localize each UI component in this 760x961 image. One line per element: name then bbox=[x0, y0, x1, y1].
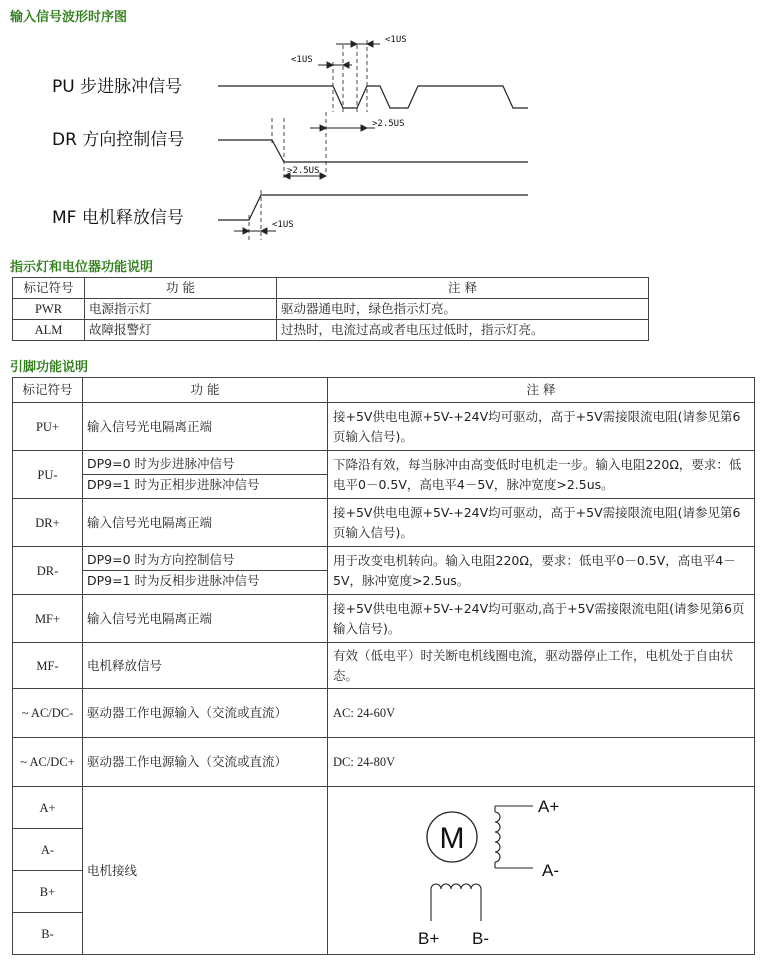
header-function: 功 能 bbox=[83, 378, 328, 403]
table-row bbox=[13, 595, 755, 643]
terminal-b-minus: B- bbox=[472, 928, 489, 948]
cell-symbol: A+ bbox=[13, 787, 83, 829]
cell-symbol: ~ AC/DC- bbox=[13, 689, 83, 738]
mf-waveform bbox=[218, 195, 528, 220]
indicator-table bbox=[12, 277, 649, 341]
terminal-b-plus: B+ bbox=[418, 928, 440, 948]
header-function: 功 能 bbox=[85, 278, 277, 299]
cell-symbol: PU+ bbox=[13, 403, 83, 451]
motor-label: M bbox=[439, 821, 465, 855]
cell-function bbox=[83, 451, 328, 499]
function-line: DP9=0 时为步进脉冲信号 bbox=[87, 456, 235, 471]
function-line: DP9=1 时为正相步进脉冲信号 bbox=[83, 474, 327, 495]
cell-symbol: B- bbox=[13, 913, 83, 955]
function-line: DP9=1 时为反相步进脉冲信号 bbox=[83, 570, 327, 591]
cell-symbol: DR+ bbox=[13, 499, 83, 547]
cell-note: 接+5V供电电源+5V-+24V均可驱动，高于+5V需接限流电阻(请参见第6页输入信号)。 bbox=[328, 499, 755, 547]
pins-title: 引脚功能说明 bbox=[10, 360, 89, 375]
table-row bbox=[13, 689, 755, 738]
mf-signal-label: MF 电机释放信号 bbox=[52, 208, 184, 228]
cell-symbol: ~ AC/DC+ bbox=[13, 738, 83, 787]
cell-symbol: MF+ bbox=[13, 595, 83, 643]
cell-symbol: DR- bbox=[13, 547, 83, 595]
annotation-lt1us-b: <1US bbox=[385, 35, 407, 45]
table-row bbox=[13, 499, 755, 547]
header-symbol: 标记符号 bbox=[13, 378, 83, 403]
timing-title: 输入信号波形时序图 bbox=[10, 10, 128, 25]
cell-symbol: A- bbox=[13, 829, 83, 871]
pu-signal-label: PU 步进脉冲信号 bbox=[52, 77, 183, 97]
cell-function: 故障报警灯 bbox=[85, 320, 277, 341]
annotation-lt1us-a: <1US bbox=[291, 55, 313, 65]
table-row bbox=[13, 738, 755, 787]
pins-table bbox=[12, 377, 755, 955]
table-row bbox=[13, 299, 649, 320]
cell-function bbox=[83, 547, 328, 595]
cell-note: 有效（低电平）时关断电机线圈电流，驱动器停止工作，电机处于自由状态。 bbox=[328, 643, 755, 689]
cell-note: DC: 24-80V bbox=[328, 738, 755, 787]
cell-function: 驱动器工作电源输入（交流或直流） bbox=[83, 738, 328, 787]
cell-symbol: MF- bbox=[13, 643, 83, 689]
cell-function: 输入信号光电隔离正端 bbox=[83, 595, 328, 643]
cell-symbol: ALM bbox=[13, 320, 85, 341]
header-symbol: 标记符号 bbox=[13, 278, 85, 299]
table-header-row bbox=[13, 278, 649, 299]
cell-note: 驱动器通电时，绿色指示灯亮。 bbox=[277, 299, 649, 320]
motor-wiring-diagram bbox=[328, 788, 755, 954]
cell-note: AC: 24-60V bbox=[328, 689, 755, 738]
cell-function: 输入信号光电隔离正端 bbox=[83, 403, 328, 451]
coil-a bbox=[495, 812, 500, 862]
annotation-lt1us-c: <1US bbox=[272, 220, 294, 230]
table-row bbox=[13, 403, 755, 451]
table-row bbox=[13, 643, 755, 689]
terminal-a-minus: A- bbox=[542, 860, 559, 880]
header-note: 注 释 bbox=[277, 278, 649, 299]
cell-function: 输入信号光电隔离正端 bbox=[83, 499, 328, 547]
function-line: DP9=0 时为方向控制信号 bbox=[87, 552, 235, 567]
coil-b bbox=[431, 884, 481, 889]
terminal-a-plus: A+ bbox=[538, 796, 560, 816]
cell-note: 下降沿有效，每当脉冲由高变低时电机走一步。输入电阻220Ω，要求：低电平0－0.5V，高电平4－5V，脉冲宽度>2.5us。 bbox=[328, 451, 755, 499]
cell-symbol: B+ bbox=[13, 871, 83, 913]
pu-waveform bbox=[218, 86, 528, 108]
dr-signal-label: DR 方向控制信号 bbox=[52, 130, 185, 150]
table-row bbox=[13, 787, 755, 829]
indicator-title: 指示灯和电位器功能说明 bbox=[10, 260, 154, 275]
table-row bbox=[13, 451, 755, 499]
motor-diagram-cell bbox=[328, 787, 755, 955]
cell-note: 用于改变电机转向。输入电阻220Ω，要求：低电平0－0.5V，高电平4－5V，脉冲宽度>2.5us。 bbox=[328, 547, 755, 595]
cell-function: 电机接线 bbox=[83, 787, 328, 955]
cell-note: 接+5V供电电源+5V-+24V均可驱动,高于+5V需接限流电阻(请参见第6页输入信号)。 bbox=[328, 595, 755, 643]
cell-note: 过热时，电流过高或者电压过低时，指示灯亮。 bbox=[277, 320, 649, 341]
cell-function: 驱动器工作电源输入（交流或直流） bbox=[83, 689, 328, 738]
annotation-gt25us-b: >2.5US bbox=[287, 166, 320, 176]
header-note: 注 释 bbox=[328, 378, 755, 403]
table-header-row bbox=[13, 378, 755, 403]
cell-note: 接+5V供电电源+5V-+24V均可驱动，高于+5V需接限流电阻(请参见第6页输入信号)。 bbox=[328, 403, 755, 451]
table-row bbox=[13, 547, 755, 595]
table-row bbox=[13, 320, 649, 341]
cell-symbol: PWR bbox=[13, 299, 85, 320]
cell-symbol: PU- bbox=[13, 451, 83, 499]
timing-diagram bbox=[0, 25, 760, 250]
cell-function: 电机释放信号 bbox=[83, 643, 328, 689]
dr-waveform bbox=[218, 140, 528, 162]
cell-function: 电源指示灯 bbox=[85, 299, 277, 320]
annotation-gt25us-a: >2.5US bbox=[372, 119, 405, 129]
